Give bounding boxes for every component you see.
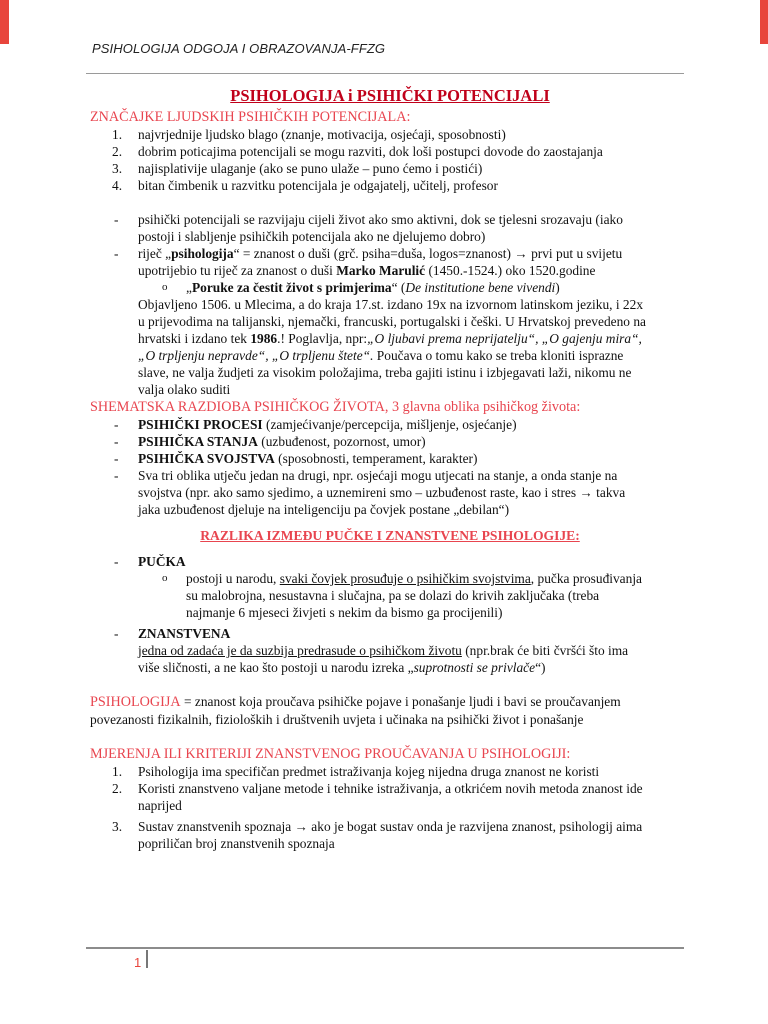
arrow-right-icon: → [294, 819, 308, 834]
right-edge-bar [760, 0, 768, 44]
footer-divider [86, 947, 684, 949]
list-item: 4. bitan čimbenik u razvitku potencijala je odgajatelj, učitelj, profesor [112, 178, 498, 193]
list-number: 2. [112, 144, 123, 159]
dash-bullet: - [114, 246, 119, 261]
bullet-item: - Sva tri oblika utječu jedan na drugi, npr. osjećaji mogu utjecati na stanje, a onda stanje na svojstva (npr. ako samo sjedimo, a uznemireni smo – uzbuđenost raste, kao i stres → takva jaka uzbuđenost djeluje na inteligenciju pa čovjek postane „debilan“) [114, 468, 626, 517]
sub-bullet-item: o postoji u narodu, svaki čovjek prosuđuje o psihičkim svojstvima, pučka prosuđivanja su malobrojna, nesustavna i slučajna, pa se dolazi do krivih zaključaka (treba najmanje 6 mjeseci živjeti s nekim da bismo ga procijenili) [162, 571, 642, 620]
psihologija-definition: PSIHOLOGIJA = znanost koja proučava psihičke pojave i ponašanje ljudi i bavi se proučavanjem povezanosti fizikalnih, fizioloških i društvenih uvjeta i učinaka na psihički život i ponašanje [90, 694, 621, 727]
bullet-item: - PSIHIČKA STANJA (uzbuđenost, pozornost, umor) [114, 434, 426, 449]
znanstvena-paragraph: jedna od zadaća je da suzbija predrasude o psihičkom životu (npr.brak će biti čvršći što ima više sličnosti, a ne kao što postoji u narodu izreka „suprotnosti se privlače“) [138, 643, 629, 675]
document-body [90, 86, 690, 852]
list-item: 2. Koristi znanstveno valjane metode i tehnike istraživanja, a otkrićem novih metoda znanost ide naprijed [112, 781, 643, 813]
list-item: 2. dobrim poticajima potencijali se mogu razviti, dok loši postupci dovode do zaostajanja [112, 144, 603, 159]
arrow-right-icon: → [514, 246, 528, 261]
dash-bullet: - [114, 212, 119, 227]
list-number: 1. [112, 127, 123, 142]
circle-bullet: o [162, 281, 168, 293]
marulic-paragraph: Objavljeno 1506. u Mlecima, a do kraja 17.st. izdano 19x na izvornom latinskom jeziku, i 22x u prijevodima na talijanski, njemački, francuski, portugalski i češki. U Hrvatskoj prevedeno na hrvatski i izdano tek 1986.! Poglavlja, npr:„O ljubavi prema neprijatelju“, „O gajenju mira“, „O trpljenju nepravde“, „O trpljenu štete“. Poučava o tomu kako se treba kloniti isprazne slave, ne valja žudjeti za visokim položajima, treba gajiti istinu i izbjegavati laži, nikomu ne valja olako suditi [138, 297, 646, 397]
bullet-item: - PUČKA [114, 554, 186, 569]
sub-bullet-item: o „Poruke za čestit život s primjerima“ (De institutione bene vivendi) [162, 280, 560, 295]
section-heading-razlika: RAZLIKA IZMEĐU PUČKE I ZNANSTVENE PSIHOLOGIJE: [200, 528, 580, 543]
header-divider [86, 73, 684, 74]
bullet-item: - psihički potencijali se razvijaju cijeli život ako smo aktivni, dok se tjelesni srozavaju (iako postoji i slabljenje psihičkih potencijala ako ne djelujemo dobro) [114, 212, 623, 244]
bullet-item: - PSIHIČKI PROCESI (zamjećivanje/percepcija, mišljenje, osjećanje) [114, 417, 517, 432]
list-item: 3. Sustav znanstvenih spoznaja → ako je bogat sustav onda je razvijena znanost, psihologij aima popriličan broj znanstvenih spoznaja [112, 819, 643, 851]
document-title: PSIHOLOGIJA i PSIHIČKI POTENCIJALI [230, 86, 550, 105]
section-heading-razdioba: SHEMATSKA RAZDIOBA PSIHIČKOG ŽIVOTA, 3 glavna oblika psihičkog života: [90, 399, 581, 415]
list-item: 3. najisplativije ulaganje (ako se puno ulaže – puno ćemo i postići) [112, 161, 483, 176]
arrow-right-icon: → [579, 485, 593, 500]
page-number: 1 [134, 955, 142, 970]
page-number-separator [146, 950, 148, 968]
bullet-item: - PSIHIČKA SVOJSTVA (sposobnosti, temperament, karakter) [114, 451, 478, 466]
page-header: PSIHOLOGIJA ODGOJA I OBRAZOVANJA-FFZG [92, 41, 386, 56]
bullet-item: - ZNANSTVENA [114, 626, 231, 641]
left-edge-bar [0, 0, 9, 44]
section-heading-potencijali: ZNAČAJKE LJUDSKIH PSIHIČKIH POTENCIJALA: [90, 109, 411, 125]
list-item: 1. Psihologija ima specifičan predmet istraživanja kojeg nijedna druga znanost ne koristi [112, 764, 600, 779]
section-heading-mjerenja: MJERENJA ILI KRITERIJI ZNANSTVENOG PROUČAVANJA U PSIHOLOGIJI: [90, 746, 571, 762]
list-item: 1. najvrjednije ljudsko blago (znanje, motivacija, osjećaji, sposobnosti) [112, 127, 506, 142]
list-number: 4. [112, 178, 123, 193]
bullet-item: - riječ „psihologija“ = znanost o duši (grč. psiha=duša, logos=znanost) → prvi put u svijetu upotrijebio tu riječ za znanost o duši Marko Marulić (1450.-1524.) oko 1520.godine [114, 246, 623, 278]
list-number: 3. [112, 161, 123, 176]
circle-bullet: o [162, 572, 168, 584]
definition-term: PSIHOLOGIJA [90, 694, 181, 710]
